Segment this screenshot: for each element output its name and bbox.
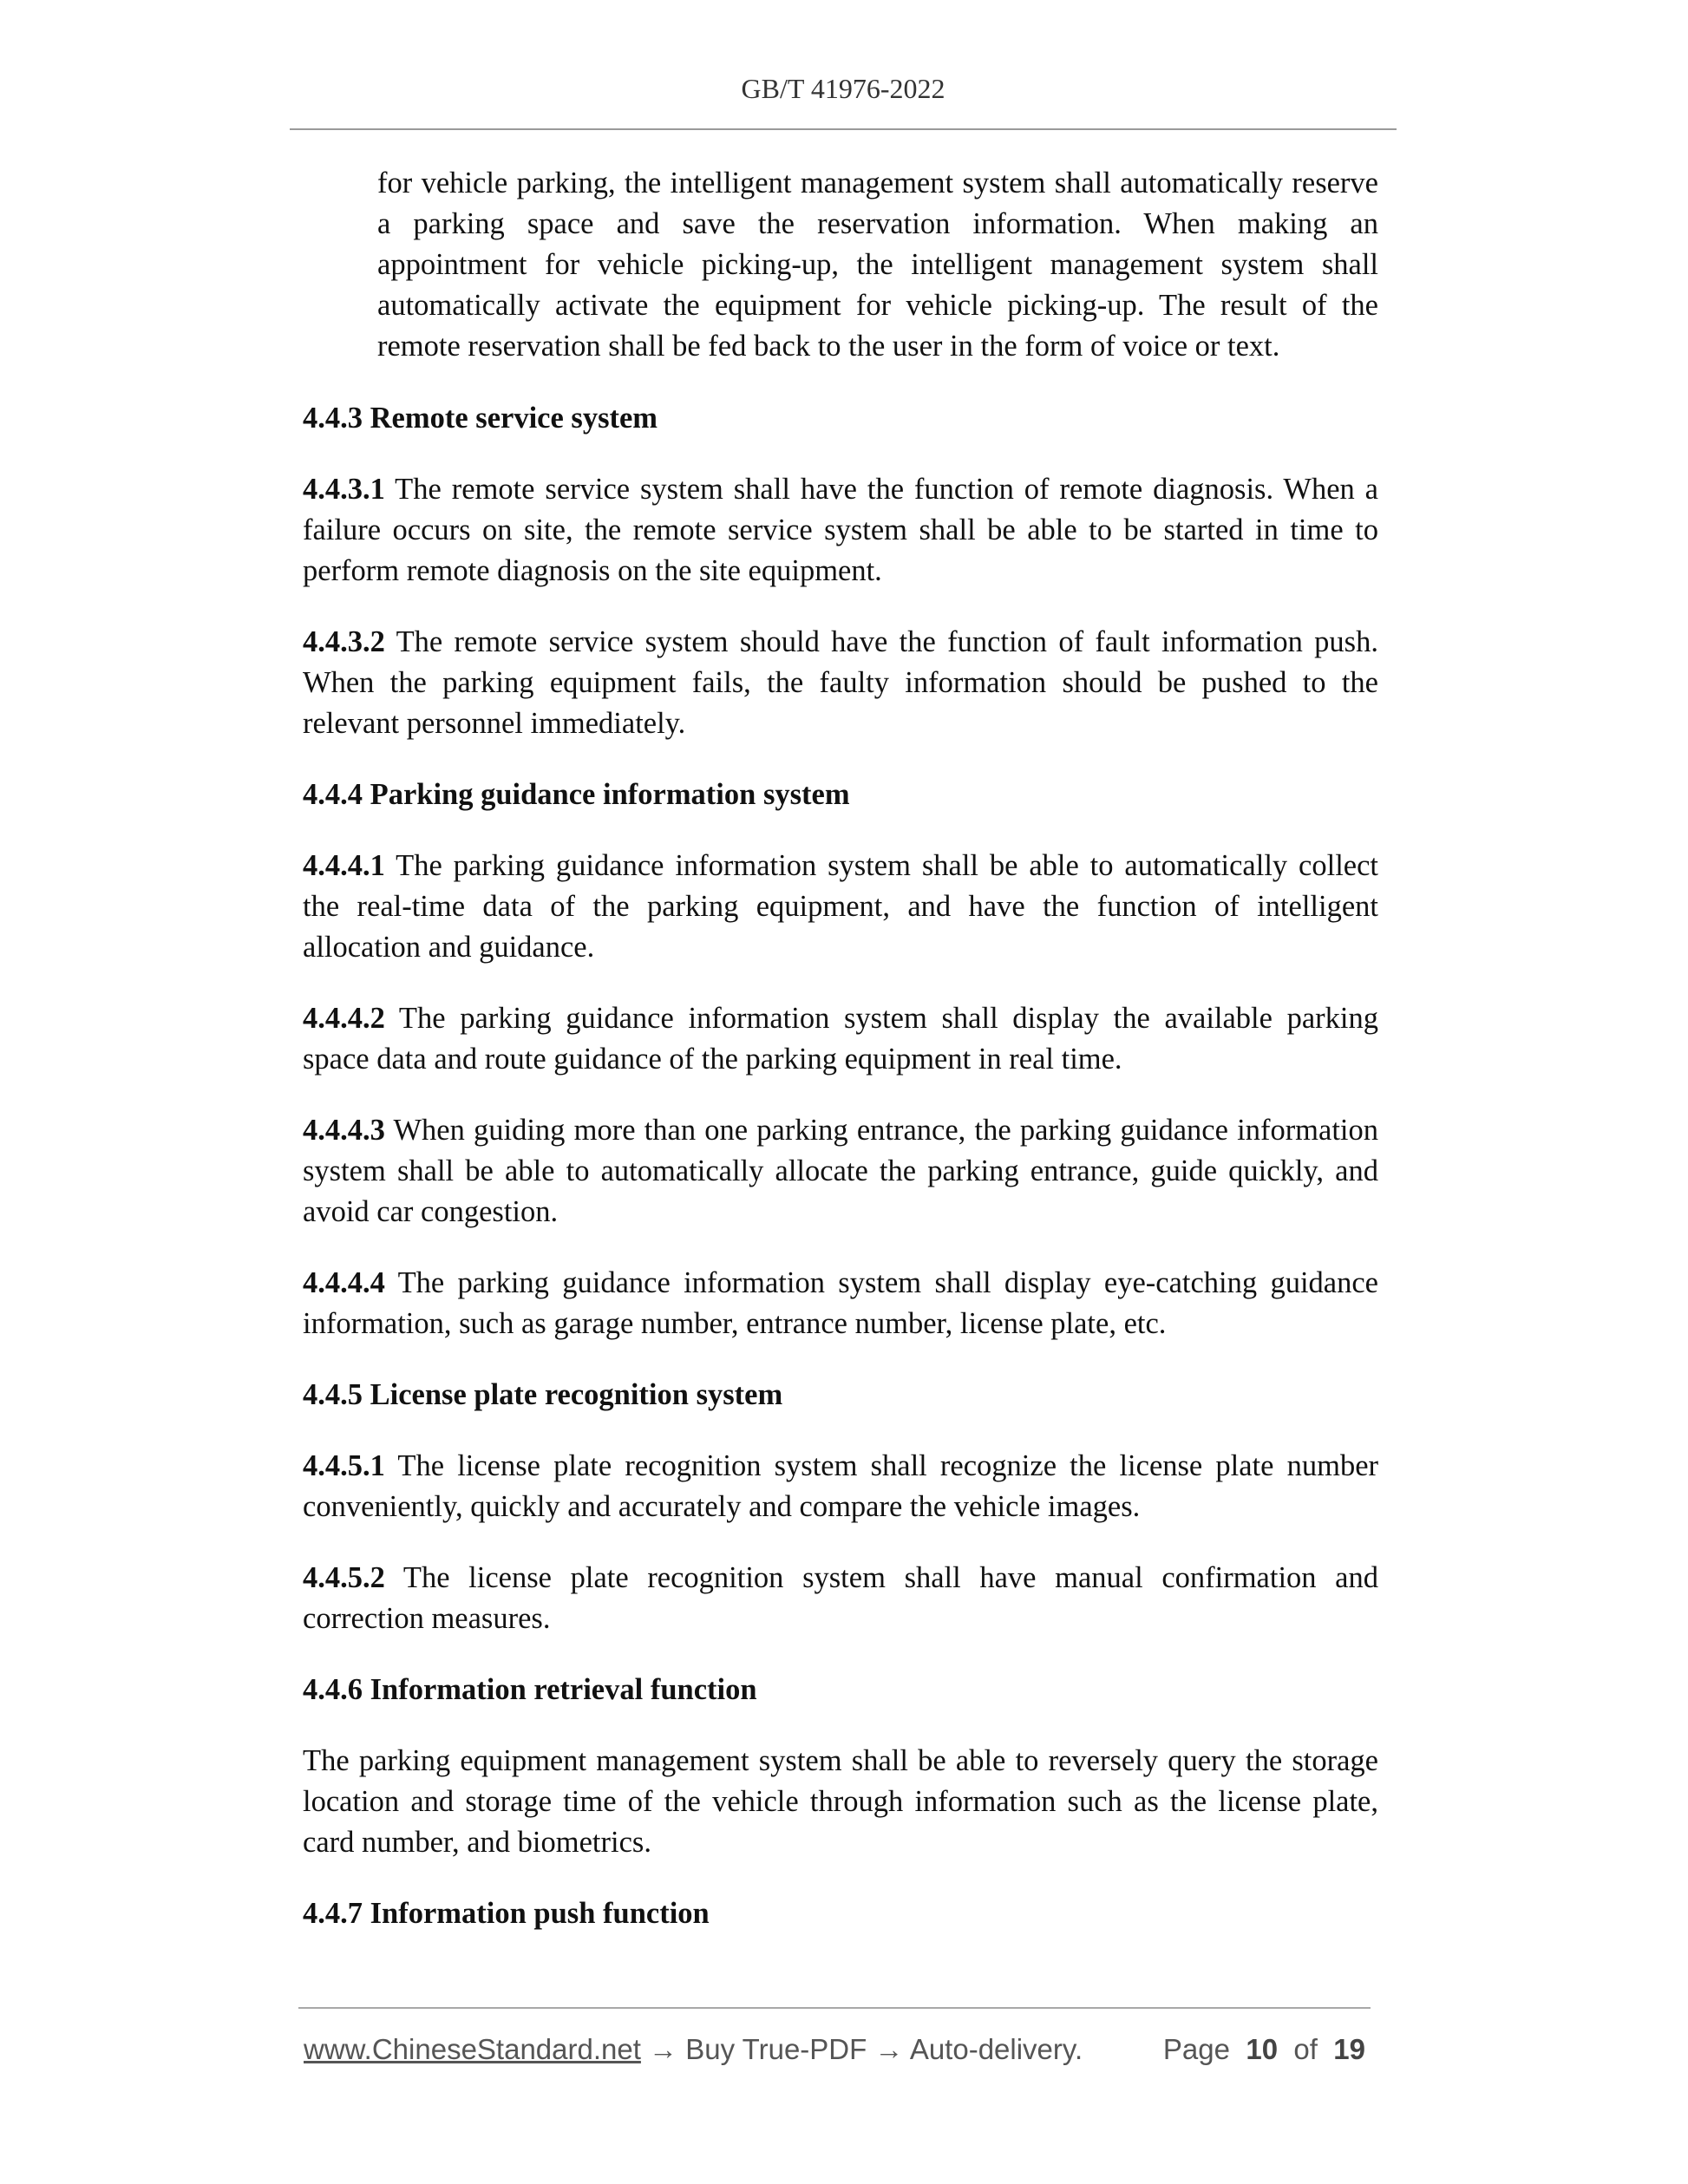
clause-4-4-4-4 xyxy=(303,1263,1378,1344)
continued-paragraph: for vehicle parking, the intelligent management system shall automatically reserve a parking space and save the reservation information. When making an appointment for vehicle picking-up, the intelligent management system shall automatically activate the equipment for vehicle picking-up. The result of the remote reservation shall be fed back to the user in the form of voice or text. xyxy=(377,167,1378,363)
clause-4-4-4-2 xyxy=(303,998,1378,1080)
clause-4-4-3-2 xyxy=(303,622,1378,744)
standard-number: GB/T 41976-2022 xyxy=(741,73,945,104)
clause-text: The license plate recognition system shall recognize the license plate number conveniently, quickly and accurately and compare the vehicle images. xyxy=(303,1449,1378,1523)
clause-number: 4.4.3.1 xyxy=(303,473,385,506)
heading-4-4-7: 4.4.7 Information push function xyxy=(303,1897,710,1930)
page-total: 19 xyxy=(1333,2033,1365,2065)
clause-number: 4.4.3.2 xyxy=(303,625,385,658)
of-label: of xyxy=(1293,2033,1318,2065)
clause-text: The parking guidance information system shall be able to automatically collect the real-time data of the parking equipment, and have the function of intelligent allocation and guidance. xyxy=(303,849,1378,964)
clause-text: The remote service system shall have the function of remote diagnosis. When a failure occurs on site, the remote service system shall be able to be started in time to perform remote diagnosis on the site equipment. xyxy=(303,473,1378,587)
clause-text: When guiding more than one parking entrance, the parking guidance information system shall be able to automatically allocate the parking entrance, guide quickly, and avoid car congestion. xyxy=(303,1114,1378,1228)
heading-4-4-4: 4.4.4 Parking guidance information system xyxy=(303,778,850,811)
clause-number: 4.4.4.2 xyxy=(303,1002,385,1035)
page-label: Page xyxy=(1162,2033,1230,2065)
clause-number: 4.4.5.2 xyxy=(303,1561,385,1594)
clause-number: 4.4.5.1 xyxy=(303,1449,385,1482)
heading-4-4-5: 4.4.5 License plate recognition system xyxy=(303,1378,783,1411)
page-header xyxy=(290,73,1397,130)
site-link[interactable]: www.ChineseStandard.net xyxy=(304,2033,641,2065)
heading-4-4-3: 4.4.3 Remote service system xyxy=(303,402,658,435)
page-footer xyxy=(304,2030,1371,2070)
footer-tagline: → Buy True-PDF → Auto-delivery. xyxy=(640,2033,1083,2065)
heading-4-4-6: 4.4.6 Information retrieval function xyxy=(303,1673,757,1706)
clause-text: The parking guidance information system shall display the available parking space data and route guidance of the parking equipment in real time. xyxy=(303,1002,1378,1076)
clause-text: The license plate recognition system shall have manual confirmation and correction measures. xyxy=(303,1561,1378,1635)
page-number: 10 xyxy=(1246,2033,1279,2065)
clause-4-4-4-3 xyxy=(303,1110,1378,1233)
clause-number: 4.4.4.1 xyxy=(303,849,385,882)
clause-4-4-5-2 xyxy=(303,1558,1378,1639)
page-indicator xyxy=(1163,2030,1365,2070)
clause-text: The remote service system should have the function of fault information push. When the parking equipment fails, the faulty information should be pushed to the relevant personnel immediately. xyxy=(303,625,1378,740)
document-body xyxy=(303,163,1378,1965)
clause-4-4-3-1 xyxy=(303,469,1378,592)
clause-number: 4.4.4.3 xyxy=(303,1114,385,1147)
clause-4-4-5-1 xyxy=(303,1446,1378,1527)
clause-4-4-6-text: The parking equipment management system shall be able to reversely query the storage location and storage time of the vehicle through information such as the license plate, card number, and biometrics. xyxy=(303,1744,1378,1859)
clause-number: 4.4.4.4 xyxy=(303,1266,385,1299)
clause-4-4-4-1 xyxy=(303,846,1378,968)
clause-text: The parking guidance information system shall display eye-catching guidance information, such as garage number, entrance number, license plate, etc. xyxy=(303,1266,1378,1340)
footer-divider xyxy=(298,2007,1371,2009)
